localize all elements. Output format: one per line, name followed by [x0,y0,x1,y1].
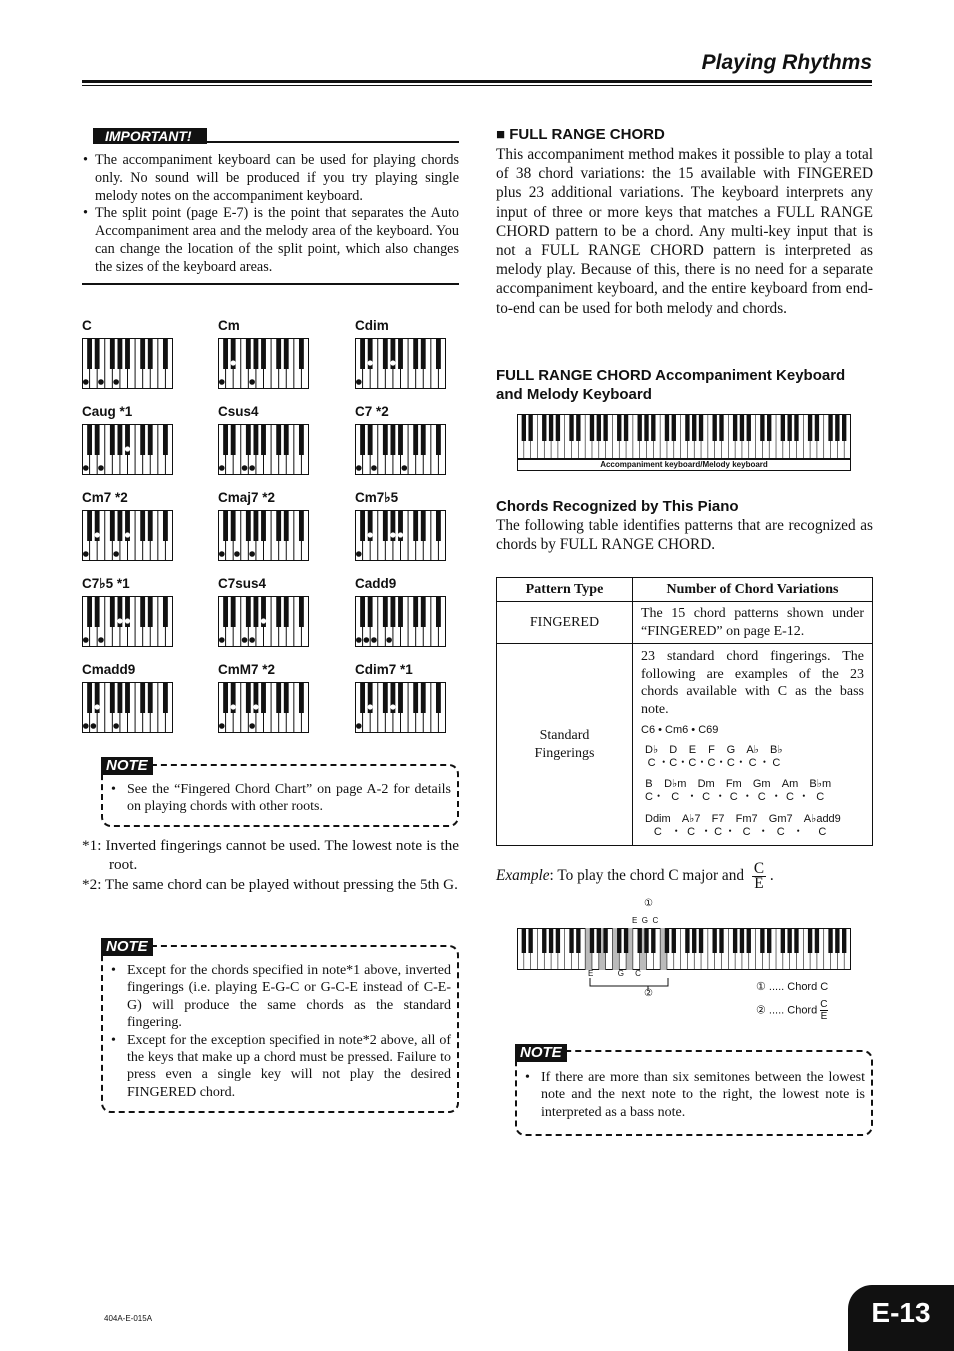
chord-fraction: Fm7 C [735,812,758,838]
full-range-body: This accompaniment method makes it possible to play a total of 38 chord variations: the 15 available with FINGERED plus 23 additional variations. The keyboard interprets any input of three or more keys that matches a FULL RANGE CHORD pattern to be a chord. Any multi-key input that is not a FULL RANGE CHORD pattern is interpreted as melody play. Because of this, there is no need for a separate accompaniment keyboard, and the entire keyboard from end-to-end can be used for both melody and chords. [496,146,873,317]
note-list-1 [110,781,451,816]
chord-fraction: D♭ C [645,743,659,769]
important-list [82,152,459,277]
chord-keyboard [82,682,173,733]
chord-fraction: Gm C [752,778,771,804]
chord-name: Cm7♭5 [355,490,399,505]
chord-line-3: Ddim C • A♭7 C • F7 C • Fm7 C • Gm7 C • A♭add9 C [645,812,841,838]
chord-fraction: B♭ C [770,743,783,769]
header-rule-thin [82,85,872,86]
chord-keyboard [355,682,446,733]
table-header: Number of Chord Variations [633,578,873,602]
note-label-3: NOTE [515,1044,567,1062]
note-item: • Except for the chords specified in note*1 above, inverted fingerings (i.e. playing E-G-C or G-C-E instead of C-E-G) will produce the same chords as the standard fingering. [110,962,451,1032]
chord-fraction: F C [707,743,716,769]
chord-name: C [82,318,92,333]
kbd-section-heading: FULL RANGE CHORD Accompaniment Keyboard and Melody Keyboard [496,367,846,403]
chord-line-1: D♭ C • D C • E C • F C • G C • A♭ C • B♭ C [645,743,783,769]
lower-note-labels: E G C [588,969,641,978]
upper-note-labels: E G C [632,916,659,925]
recognized-body: The following table identifies patterns that are recognized as chords by FULL RANGE CHORD. [496,517,873,554]
chord-keyboard [355,424,446,475]
chord-name: Cm [218,318,240,333]
example-line: Example: To play the chord C major and $\frac{C}{E}$ . [496,860,774,892]
chord-keyboard [82,424,173,475]
bracket-line [588,978,672,992]
chord-name: Cmaj7 *2 [218,490,276,505]
example-frac-bot: E [754,875,764,892]
chord-name: Cdim [355,318,389,333]
chord-fraction: A♭ C [746,743,759,769]
example-text: : To play the chord C major and [549,867,745,885]
chord-name: C7 *2 [355,404,389,419]
keyboard-caption: Accompaniment keyboard/Melody keyboard [517,459,851,471]
chord-fraction: G C [726,743,736,769]
important-item: • The accompaniment keyboard can be used for playing chords only. No sound will be produced if you try playing single melody notes on the accompaniment keyboard. [82,152,459,205]
legend-2: ② ..... Chord $\frac{C}{E}$ [756,999,828,1022]
marker-2: ② [644,988,653,999]
chord-keyboard [218,682,309,733]
chord-fraction: D♭m C [664,778,687,804]
page-header-title: Playing Rhythms [701,51,872,74]
table-cell: 23 standard chord fingerings. The following are examples of the 23 chords available with C as the bass note. [641,649,864,717]
important-item: • The split point (page E-7) is the point that separates the Auto Accompaniment area and the melody area of the keyboard. You can change the location of the split point, which also changes the sizes of the keyboard areas. [82,205,459,276]
chord-fraction: A♭add9 C [803,812,841,838]
example-keyboard-diagram [517,928,851,970]
note-label-2: NOTE [101,938,153,956]
chord-line-0: C6 • Cm6 • C69 [641,724,719,736]
table-cell: FINGERED [497,602,633,644]
chord-fraction: F7 C [711,812,725,838]
chord-name: Csus4 [218,404,259,419]
document-code: 404A-E-015A [104,1314,153,1323]
note-item: • See the “Fingered Chord Chart” on page A-2 for details on playing chords with other roots. [110,781,451,816]
example-prefix: Example [496,867,550,885]
page-number: E-13 [848,1285,954,1351]
note-item: • Except for the exception specified in note*2 above, all of the keys that make up a chord must be pressed. Failure to press even a single key will not play the desired FINGERED chord. [110,1032,451,1102]
full-range-heading: ■ FULL RANGE CHORD [496,126,665,143]
chord-name: Cmadd9 [82,662,136,677]
chord-keyboard [82,596,173,647]
chord-keyboard [218,424,309,475]
chord-name: Cm7 *2 [82,490,128,505]
chord-keyboard [355,596,446,647]
chord-fraction: Gm7 C [768,812,793,838]
chord-keyboard [218,596,309,647]
legend-1: ① ..... Chord C [756,981,829,993]
important-label: IMPORTANT! [93,128,207,144]
chord-name: Cdim7 *1 [355,662,413,677]
important-bottom-rule [82,283,459,285]
chord-name: C7sus4 [218,576,267,591]
chord-keyboard [218,338,309,389]
recognized-heading: Chords Recognized by This Piano [496,498,739,515]
chord-keyboard [218,510,309,561]
chord-fraction: Dm C [697,778,715,804]
chord-fraction: Am C [781,778,799,804]
chord-pattern-table [496,577,873,846]
chord-name: C7♭5 *1 [82,576,130,591]
note-item: • If there are more than six semitones between the lowest note and the next note to the right, the lowest note is interpreted as a bass note. [524,1069,865,1121]
chord-fraction: B C [645,778,653,804]
chord-line-2: B C • D♭m C • Dm C • Fm C • Gm C • Am C • B♭m C [645,778,832,804]
chord-name: CmM7 *2 [218,662,276,677]
note-label-1: NOTE [101,757,153,775]
chord-name: Cadd9 [355,576,397,591]
chord-fraction: A♭7 C [681,812,701,838]
header-rule [82,80,872,83]
chord-keyboard [82,510,173,561]
note-list-2 [110,962,451,1101]
chord-fraction: B♭m C [809,778,832,804]
chord-fraction: D C [669,743,678,769]
chord-fraction: Fm C [725,778,742,804]
footnote-1: *1: Inverted fingerings cannot be used. The lowest note is the root. [82,837,459,874]
table-cell: Standard Fingerings [497,644,633,846]
table-cell: The 15 chord patterns shown under “FINGERED” on page E-12. [633,602,873,644]
chord-keyboard [82,338,173,389]
footnote-2: *2: The same chord can be played without pressing the 5th G. [82,876,458,893]
example-frac-top: C [753,860,765,877]
table-header: Pattern Type [497,578,633,602]
note-list-3 [524,1069,865,1121]
chord-keyboard [355,510,446,561]
important-tag [82,128,459,144]
marker-1: ① [644,898,653,909]
chord-name: Caug *1 [82,404,133,419]
chord-fraction: E C [688,743,697,769]
chord-keyboard [355,338,446,389]
chord-fraction: Ddim C [645,812,671,838]
